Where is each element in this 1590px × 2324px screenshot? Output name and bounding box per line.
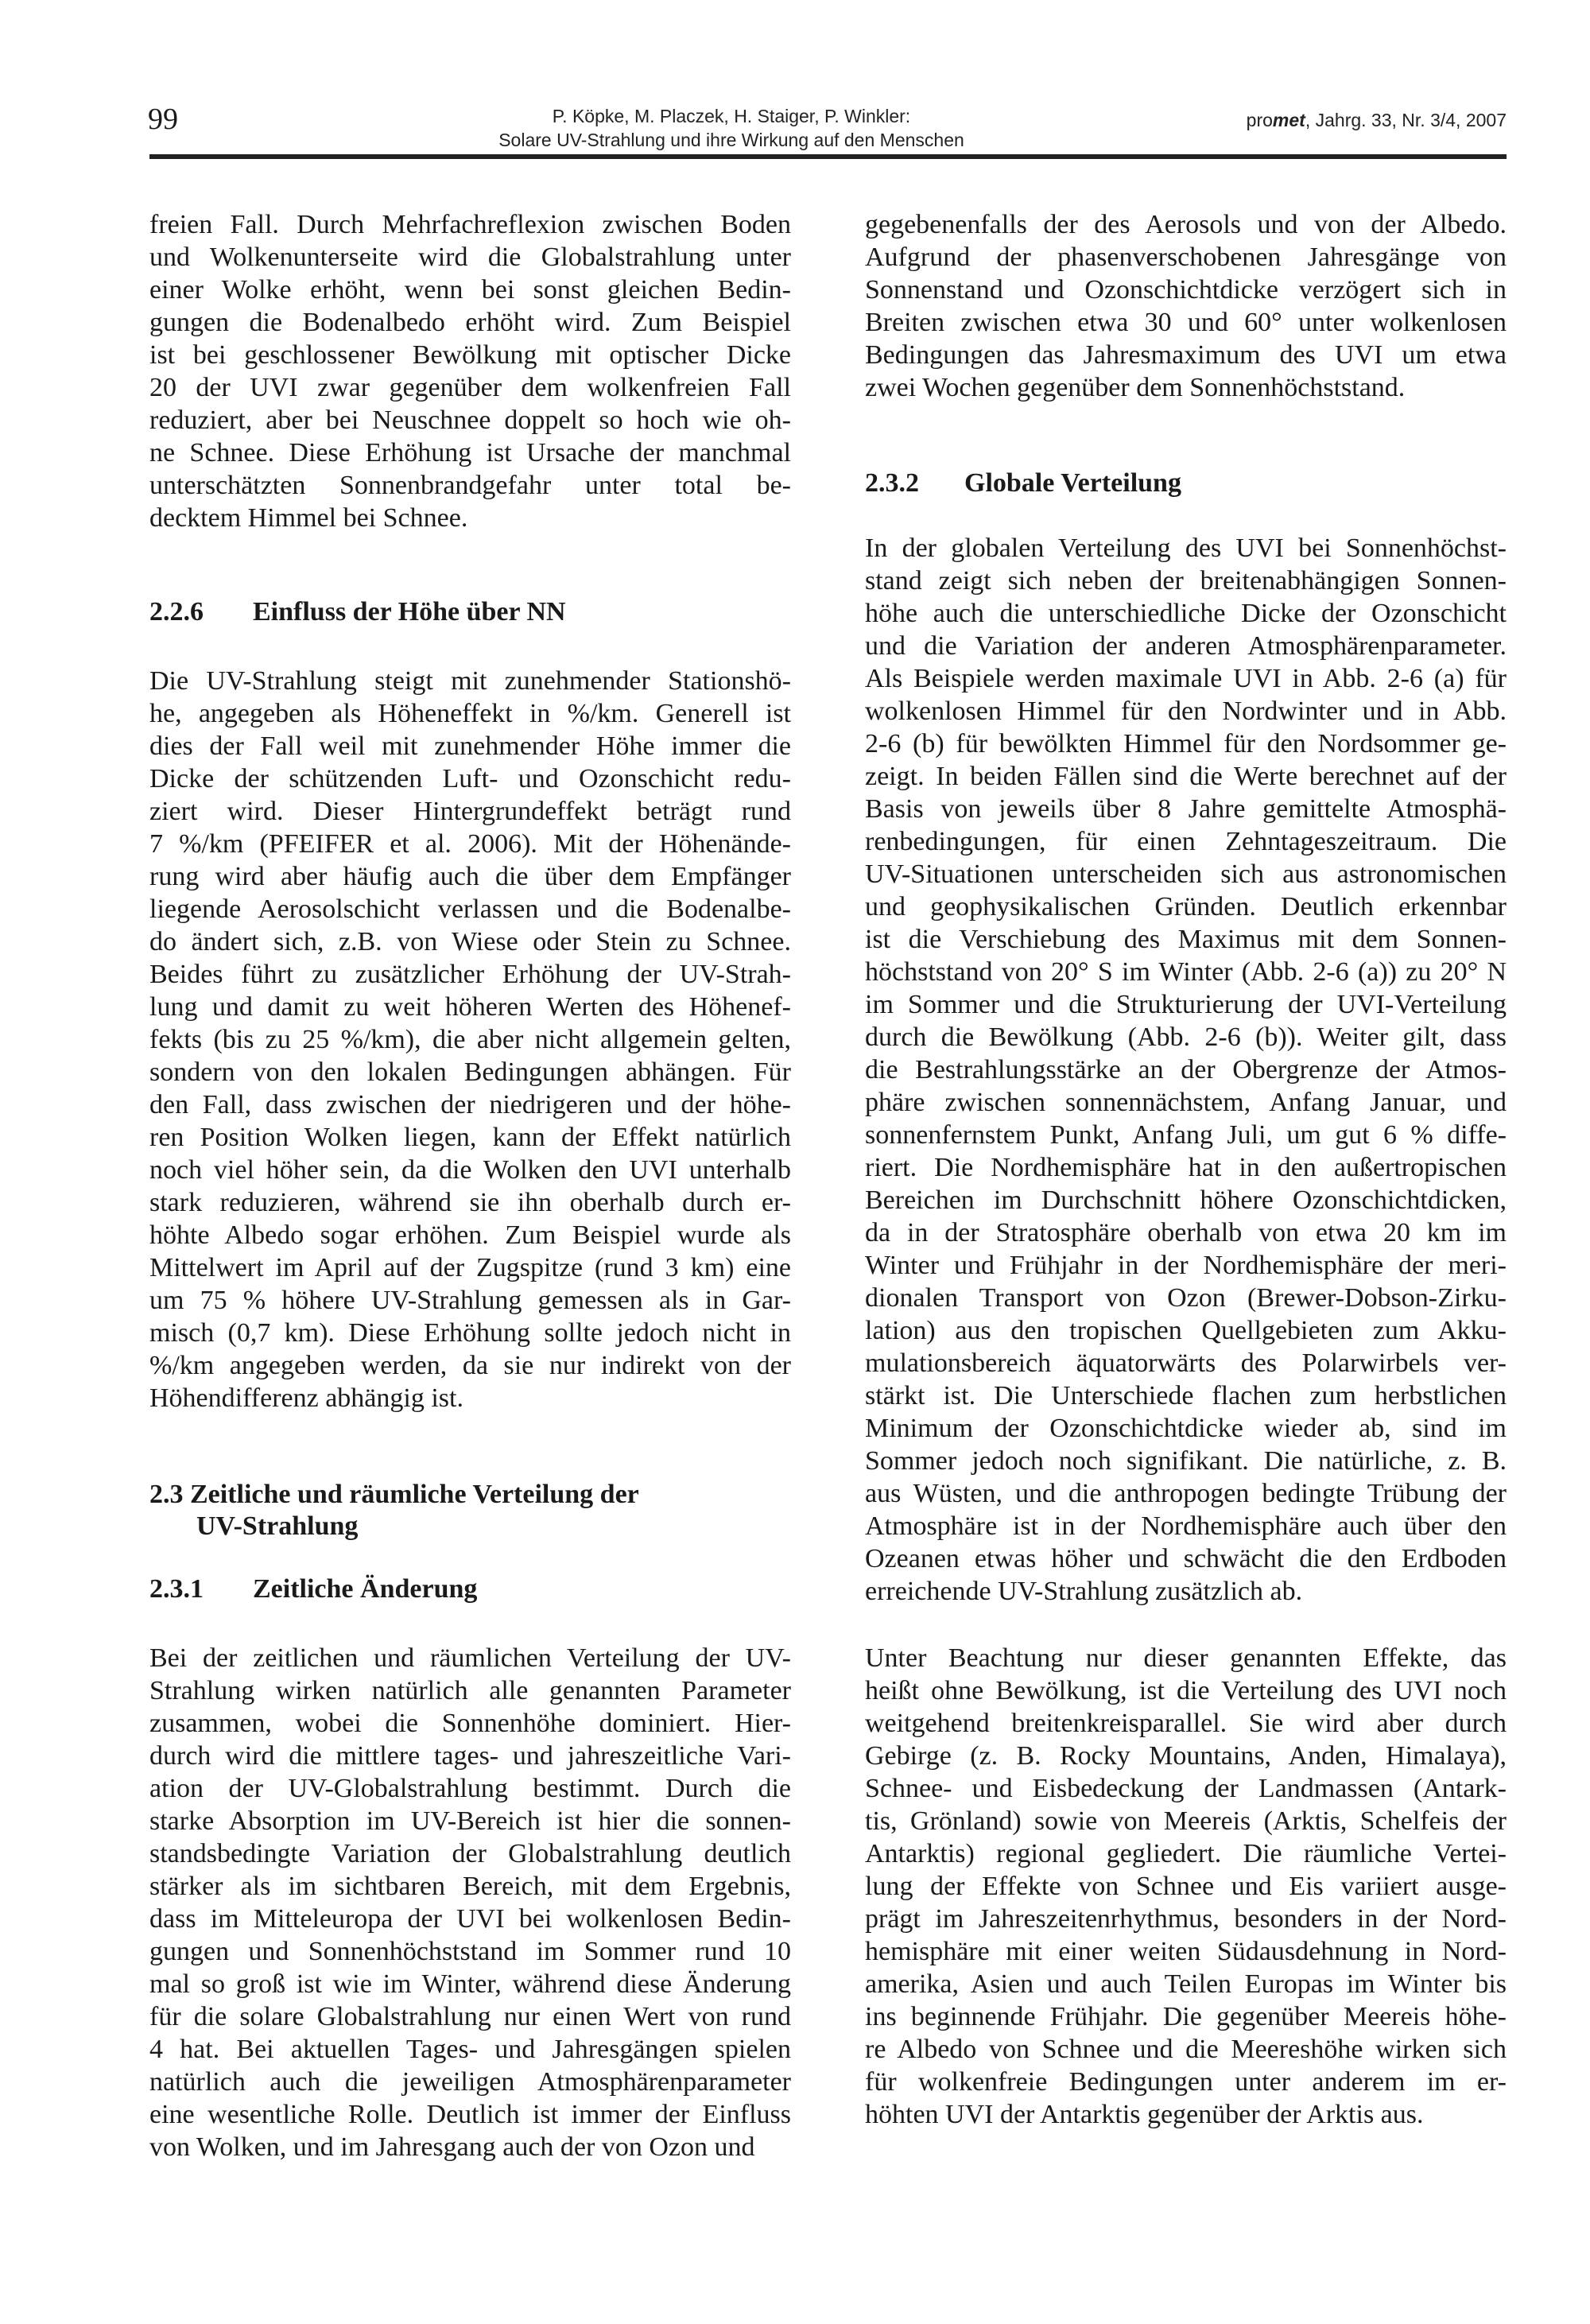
- text-line: 2-6 (b) für bewölkten Himmel für den Nordsommer ge-: [865, 729, 1507, 759]
- text-line: Bedingungen das Jahresmaximum des UVI um etwa: [865, 340, 1507, 370]
- text-line: wolkenlosen Himmel für den Nordwinter und in Abb.: [865, 696, 1507, 726]
- text-line: heißt ohne Bewölkung, ist die Verteilung des UVI noch: [865, 1676, 1507, 1705]
- text-line: starke Absorption im UV-Bereich ist hier die sonnen-: [149, 1806, 791, 1836]
- text-line: liegende Aerosolschicht verlassen und die Bodenalbe-: [149, 894, 791, 924]
- text-line: höchststand von 20° S im Winter (Abb. 2-6 (a)) zu 20° N: [865, 957, 1507, 987]
- text-line: ins beginnende Frühjahr. Die gegenüber Meereis höhe-: [865, 2002, 1507, 2031]
- text-line: lation) aus den tropischen Quellgebieten zum Akku-: [865, 1316, 1507, 1345]
- text-line: von Wolken, und im Jahresgang auch der von Ozon und: [149, 2132, 755, 2162]
- text-line: do ändert sich, z.B. von Wiese oder Stein zu Schnee.: [149, 927, 791, 956]
- text-line: stand zeigt sich neben der breitenabhängigen Sonnen-: [865, 566, 1507, 596]
- text-line: prägt im Jahreszeitenrhythmus, besonders in der Nord-: [865, 1904, 1507, 1934]
- text-line: sondern von den lokalen Bedingungen abhängen. Für: [149, 1057, 791, 1087]
- journal-brand: met: [1272, 110, 1305, 130]
- text-line: höhte Albedo sogar erhöhen. Zum Beispiel wurde als: [149, 1220, 791, 1250]
- text-line: für die solare Globalstrahlung nur einen Wert von rund: [149, 2002, 791, 2031]
- text-line: renbedingungen, für einen Zehntageszeitraum. Die: [865, 827, 1507, 856]
- paragraph: [149, 665, 791, 1414]
- text-line: 7 %/km (PFEIFER et al. 2006). Mit der Höhenände-: [149, 829, 791, 859]
- section-heading-number: 2.2.6: [149, 597, 204, 627]
- text-line: stark reduzieren, während sie ihn oberhalb durch er-: [149, 1188, 791, 1217]
- text-line: rung wird aber häufig auch die über dem Empfänger: [149, 862, 791, 891]
- text-line: fekts (bis zu 25 %/km), die aber nicht allgemein gelten,: [149, 1025, 791, 1054]
- text-line: Basis von jeweils über 8 Jahre gemittelte Atmosphä-: [865, 794, 1507, 824]
- text-line: Strahlung wirken natürlich alle genannten Parameter: [149, 1676, 791, 1705]
- subsection-heading-title: Zeitliche Änderung: [253, 1574, 478, 1604]
- text-line: reduziert, aber bei Neuschnee doppelt so hoch wie oh-: [149, 405, 791, 435]
- text-line: amerika, Asien und auch Teilen Europas im Winter bis: [865, 1969, 1507, 1999]
- page-number: 99: [148, 103, 178, 136]
- text-line: Antarktis) regional gegliedert. Die räumliche Vertei-: [865, 1839, 1507, 1868]
- text-line: eine wesentliche Rolle. Deutlich ist immer der Einfluss: [149, 2100, 791, 2129]
- text-line: ne Schnee. Diese Erhöhung ist Ursache der manchmal: [149, 438, 791, 468]
- text-line: ist bei geschlossener Bewölkung mit optischer Dicke: [149, 340, 791, 370]
- paragraph: [149, 208, 791, 534]
- journal-rest: , Jahrg. 33, Nr. 3/4, 2007: [1305, 110, 1507, 130]
- text-line: standsbedingte Variation der Globalstrahlung deutlich: [149, 1839, 791, 1868]
- text-line: hemisphäre mit einer weiten Südausdehnung in Nord-: [865, 1937, 1507, 1966]
- text-line: Sonnenstand und Ozonschichtdicke verzögert sich in: [865, 275, 1507, 305]
- journal-info: [1247, 110, 1507, 131]
- text-line: misch (0,7 km). Diese Erhöhung sollte jedoch nicht in: [149, 1318, 791, 1348]
- text-line: Gebirge (z. B. Rocky Mountains, Anden, Himalaya),: [865, 1741, 1507, 1771]
- text-line: Bei der zeitlichen und räumlichen Verteilung der UV-: [149, 1643, 791, 1673]
- text-line: Sommer jedoch noch signifikant. Die natürliche, z. B.: [865, 1446, 1507, 1476]
- text-line: höhe auch die unterschiedliche Dicke der Ozonschicht: [865, 599, 1507, 628]
- text-line: um 75 % höhere UV-Strahlung gemessen als in Gar-: [149, 1286, 791, 1315]
- text-line: und geophysikalischen Gründen. Deutlich erkennbar: [865, 892, 1507, 921]
- text-line: Dicke der schützenden Luft- und Ozonschicht redu-: [149, 764, 791, 793]
- text-line: erreichende UV-Strahlung zusätzlich ab.: [865, 1577, 1303, 1606]
- text-line: riert. Die Nordhemisphäre hat in den außertropischen: [865, 1153, 1507, 1182]
- text-line: im Sommer und die Strukturierung der UVI-Verteilung: [865, 990, 1507, 1019]
- text-line: die Bestrahlungsstärke an der Obergrenze der Atmos-: [865, 1055, 1507, 1084]
- text-line: Breiten zwischen etwa 30 und 60° unter wolkenlosen: [865, 308, 1507, 337]
- text-line: durch die Bewölkung (Abb. 2-6 (b)). Weiter gilt, dass: [865, 1022, 1507, 1052]
- text-line: tis, Grönland) sowie von Meereis (Arktis, Schelfeis der: [865, 1806, 1507, 1836]
- text-line: durch wird die mittlere tages- und jahreszeitliche Vari-: [149, 1741, 791, 1771]
- section-heading: 2.3 Zeitliche und räumliche Verteilung der: [149, 1480, 639, 1509]
- text-line: zwei Wochen gegenüber dem Sonnenhöchststand.: [865, 373, 1406, 402]
- text-line: 4 hat. Bei aktuellen Tages- und Jahresgängen spielen: [149, 2035, 791, 2064]
- text-line: gungen die Bodenalbedo erhöht wird. Zum Beispiel: [149, 308, 791, 337]
- text-line: he, angegeben als Höheneffekt in %/km. Generell ist: [149, 699, 791, 728]
- text-line: und die Variation der anderen Atmosphärenparameter.: [865, 631, 1507, 661]
- text-line: Höhendifferenz abhängig ist.: [149, 1383, 463, 1413]
- text-line: freien Fall. Durch Mehrfachreflexion zwischen Boden: [149, 210, 791, 239]
- subsection-heading-title: Globale Verteilung: [964, 468, 1181, 498]
- text-line: In der globalen Verteilung des UVI bei Sonnenhöchst-: [865, 533, 1507, 563]
- text-line: stärker als im sichtbaren Bereich, mit dem Ergebnis,: [149, 1872, 791, 1901]
- text-line: Mittelwert im April auf der Zugspitze (rund 3 km) eine: [149, 1253, 791, 1282]
- text-line: dionalen Transport von Ozon (Brewer-Dobson-Zirku-: [865, 1283, 1507, 1313]
- text-line: Beides führt zu zusätzlicher Erhöhung der UV-Strah-: [149, 960, 791, 989]
- text-line: höhten UVI der Antarktis gegenüber der Arktis aus.: [865, 2100, 1424, 2129]
- text-line: lung der Effekte von Schnee und Eis variiert ausge-: [865, 1872, 1507, 1901]
- text-line: Winter und Frühjahr in der Nordhemisphäre der meri-: [865, 1251, 1507, 1280]
- text-line: UV-Situationen unterscheiden sich aus astronomischen: [865, 859, 1507, 889]
- text-line: einer Wolke erhöht, wenn bei sonst gleichen Bedin-: [149, 275, 791, 305]
- text-line: sonnenfernstem Punkt, Anfang Juli, um gut 6 % diffe-: [865, 1120, 1507, 1150]
- text-line: Die UV-Strahlung steigt mit zunehmender Stationshö-: [149, 666, 791, 696]
- text-line: natürlich auch die jeweiligen Atmosphärenparameter: [149, 2067, 791, 2097]
- text-line: aus Wüsten, und die anthropogen bedingte Trübung der: [865, 1479, 1507, 1508]
- text-line: Bereichen im Durchschnitt höhere Ozonschichtdicken,: [865, 1185, 1507, 1215]
- text-line: Ozeanen etwas höher und schwächt die den Erdboden: [865, 1544, 1507, 1573]
- text-line: ziert wird. Dieser Hintergrundeffekt beträgt rund: [149, 797, 791, 826]
- text-line: für wolkenfreie Bedingungen unter anderem im er-: [865, 2067, 1507, 2097]
- section-heading-title: Einfluss der Höhe über NN: [253, 597, 566, 627]
- text-line: ation der UV-Globalstrahlung bestimmt. Durch die: [149, 1774, 791, 1803]
- subsection-heading-number: 2.3.1: [149, 1574, 204, 1604]
- text-line: 20 der UVI zwar gegenüber dem wolkenfreien Fall: [149, 373, 791, 402]
- text-line: dies der Fall weil mit zunehmender Höhe immer die: [149, 731, 791, 761]
- text-line: weitgehend breitenkreisparallel. Sie wird aber durch: [865, 1709, 1507, 1738]
- text-line: unterschätzten Sonnenbrandgefahr unter total be-: [149, 471, 791, 500]
- text-line: zusammen, wobei die Sonnenhöhe dominiert. Hier-: [149, 1709, 791, 1738]
- text-line: da in der Stratosphäre oberhalb von etwa 20 km im: [865, 1218, 1507, 1247]
- paragraph: [149, 1642, 791, 2163]
- text-line: gungen und Sonnenhöchststand im Sommer rund 10: [149, 1937, 791, 1966]
- text-line: Atmosphäre ist in der Nordhemisphäre auch über den: [865, 1511, 1507, 1541]
- text-line: %/km angegeben werden, da sie nur indirekt von der: [149, 1351, 791, 1380]
- section-heading-continued: UV-Strahlung: [196, 1511, 359, 1541]
- header-authors: P. Köpke, M. Placzek, H. Staiger, P. Winkler:: [552, 106, 911, 126]
- text-line: den Fall, dass zwischen der niedrigeren und der höhe-: [149, 1090, 791, 1119]
- text-line: Aufgrund der phasenverschobenen Jahresgänge von: [865, 242, 1507, 272]
- text-line: Unter Beachtung nur dieser genannten Effekte, das: [865, 1643, 1507, 1673]
- header-title: Solare UV-Strahlung und ihre Wirkung auf den Menschen: [498, 130, 964, 150]
- text-line: phäre zwischen sonnennächstem, Anfang Januar, und: [865, 1088, 1507, 1117]
- text-line: Schnee- und Eisbedeckung der Landmassen (Antark-: [865, 1774, 1507, 1803]
- text-line: zeigt. In beiden Fällen sind die Werte berechnet auf der: [865, 762, 1507, 791]
- text-line: mal so groß ist wie im Winter, während diese Änderung: [149, 1969, 791, 1999]
- subsection-heading-number: 2.3.2: [865, 468, 919, 498]
- text-line: noch viel höher sein, da die Wolken den UVI unterhalb: [149, 1155, 791, 1185]
- text-line: decktem Himmel bei Schnee.: [149, 503, 468, 533]
- text-line: re Albedo von Schnee und die Meereshöhe wirken sich: [865, 2035, 1507, 2064]
- text-line: und Wolkenunterseite wird die Globalstrahlung unter: [149, 242, 791, 272]
- text-line: ren Position Wolken liegen, kann der Effekt natürlich: [149, 1123, 791, 1152]
- paragraph: [865, 532, 1507, 1608]
- text-line: gegebenenfalls der des Aerosols und von der Albedo.: [865, 210, 1507, 239]
- text-line: Als Beispiele werden maximale UVI in Abb. 2-6 (a) für: [865, 664, 1507, 693]
- text-line: ist die Verschiebung des Maximus mit dem Sonnen-: [865, 925, 1507, 954]
- paragraph: [865, 208, 1507, 404]
- text-line: dass im Mitteleuropa der UVI bei wolkenlosen Bedin-: [149, 1904, 791, 1934]
- text-line: Minimum der Ozonschichtdicke wieder ab, sind im: [865, 1414, 1507, 1443]
- running-header: [445, 104, 1018, 152]
- paragraph: [865, 1642, 1507, 2131]
- header-rule: [149, 154, 1507, 159]
- journal-pre: pro: [1246, 110, 1273, 130]
- text-line: stärkt ist. Die Unterschiede flachen zum herbstlichen: [865, 1381, 1507, 1410]
- text-line: lung und damit zu weit höheren Werten des Höhenef-: [149, 992, 791, 1022]
- text-line: mulationsbereich äquatorwärts des Polarwirbels ver-: [865, 1348, 1507, 1378]
